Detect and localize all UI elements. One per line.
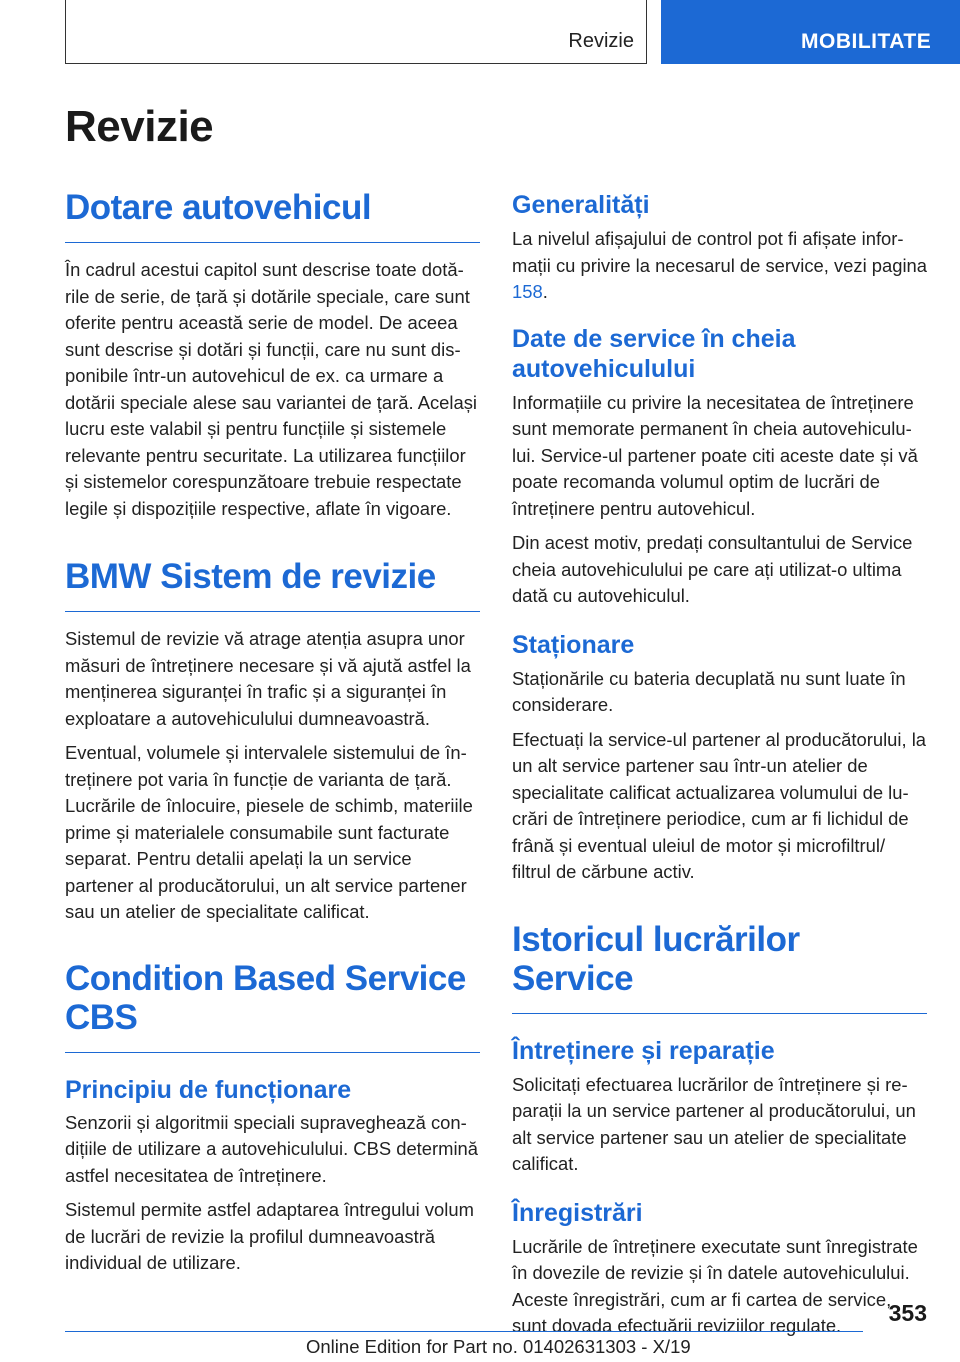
right-column (512, 190, 927, 1340)
page-number: 353 (888, 1300, 927, 1326)
section-title-dotare: Dotare autovehicul (65, 188, 480, 243)
paragraph-date-service-2: Din acest motiv, predați consultantului de Service cheia autovehiculului pe care ați utilizat-o ultima dată cu autovehiculul. (512, 532, 913, 606)
section-title-istoric: Istoricul lucrărilor Service (512, 920, 927, 1014)
page-reference-link[interactable]: 158 (512, 281, 543, 302)
subsection-title-intretinere: Întreținere și reparație (512, 1036, 775, 1065)
footer-divider (65, 1331, 863, 1332)
header-chapter-tab: MOBILITATE (661, 0, 960, 64)
paragraph-stationare-1: Staționările cu bateria decuplată nu sunt luate în considerare. (512, 667, 906, 715)
page-title: Revizie (65, 102, 214, 151)
header-section-title: Revizie (568, 30, 634, 52)
subsection-title-stationare: Staționare (512, 630, 635, 659)
subsection-title-principiu: Principiu de funcționare (65, 1075, 352, 1104)
paragraph-principiu-1: Senzorii și algoritmii speciali supraveghează condițiile de utilizare a autovehiculului. CBS determină astfel necesitatea de întreținere. (65, 1111, 478, 1186)
paragraph-sistem-2: Eventual, volumele și intervalele sistemului de întreținere pot varia în funcție de varianta de țară. Lucrările de înlocuire, piesele de schimb, materiile prime și materialele consumabile sunt facturate separat. Pentru detalii apelați la un service partener al producătorului, un alt service partener sau un atelier de specialitate calificat. (65, 742, 473, 922)
paragraph-generalitati: La nivelul afișajului de control pot fi afișate informații cu privire la necesarul de service, vezi pagina 158. (512, 228, 928, 302)
paragraph-sistem-1: Sistemul de revizie vă atrage atenția asupra unor măsuri de întreținere necesare și vă ajută astfel la menținerea siguranței în trafic și a siguranței în exploatare a autovehiculului dumneavoastră. (65, 628, 471, 729)
subsection-title-inregistrari: Înregistrări (512, 1198, 643, 1227)
paragraph-stationare-2: Efectuați la service-ul partener al producătorului, la un alt service partener sau într-un atelier de specialitate calificat actualizarea volumului de lucrări de întreținere periodice, cum ar fi lichidul de frână și eventual uleiul de motor și microfiltrul/ filtrul de cărbune activ. (512, 728, 927, 882)
section-title-sistem-revizie: BMW Sistem de revizie (65, 557, 480, 612)
section-title-cbs: Condition Based Service CBS (65, 959, 480, 1053)
header-box (65, 0, 647, 64)
paragraph-intretinere: Solicitați efectuarea lucrărilor de întreținere și reparații la un service partener al producătorului, un alt service partener sau un atelier de specialitate calificat. (512, 1073, 916, 1174)
paragraph-dotare: În cadrul acestui capitol sunt descrise toate dotările de serie, de țară și dotările speciale, care sunt oferite pentru această serie de model. De aceea sunt descrise și dotări și funcții, care nu sunt disponibile într-un autovehicul de ex. ca urmare a dotării speciale alese sau variantei de țară. Același lucru este valabil și pentru funcțiile și sistemele relevante pentru securitate. La utilizarea funcțiilor și sistemelor corespunzătoare trebuie respectate legile și dispozițiile respective, aflate în vigoare. (65, 259, 477, 519)
paragraph-principiu-2: Sistemul permite astfel adaptarea întregului volum de lucrări de revizie la profilul dumneavoastră individual de utilizare. (65, 1199, 474, 1273)
footer-edition-note: Online Edition for Part no. 01402631303 - X/19 (306, 1336, 691, 1357)
paragraph-date-service-1: Informațiile cu privire la necesitatea de întreținere sunt memorate permanent în cheia autovehiculului. Service-ul partener poate citi aceste date și vă poate recomanda volumul optim de lucrări de întreținere pentru autovehicul. (512, 391, 918, 519)
subsection-title-date-service: Date de service în cheia autovehiculului (512, 324, 796, 383)
left-column (65, 188, 480, 1277)
paragraph-inregistrari: Lucrările de întreținere executate sunt înregistrate în dovezile de revizie și în datele autovehiculului. Aceste înregistrări, cum ar fi cartea de service, sunt dovada efectuării reviziilor regulate. (512, 1235, 918, 1336)
subsection-title-generalitati: Generalități (512, 191, 650, 219)
